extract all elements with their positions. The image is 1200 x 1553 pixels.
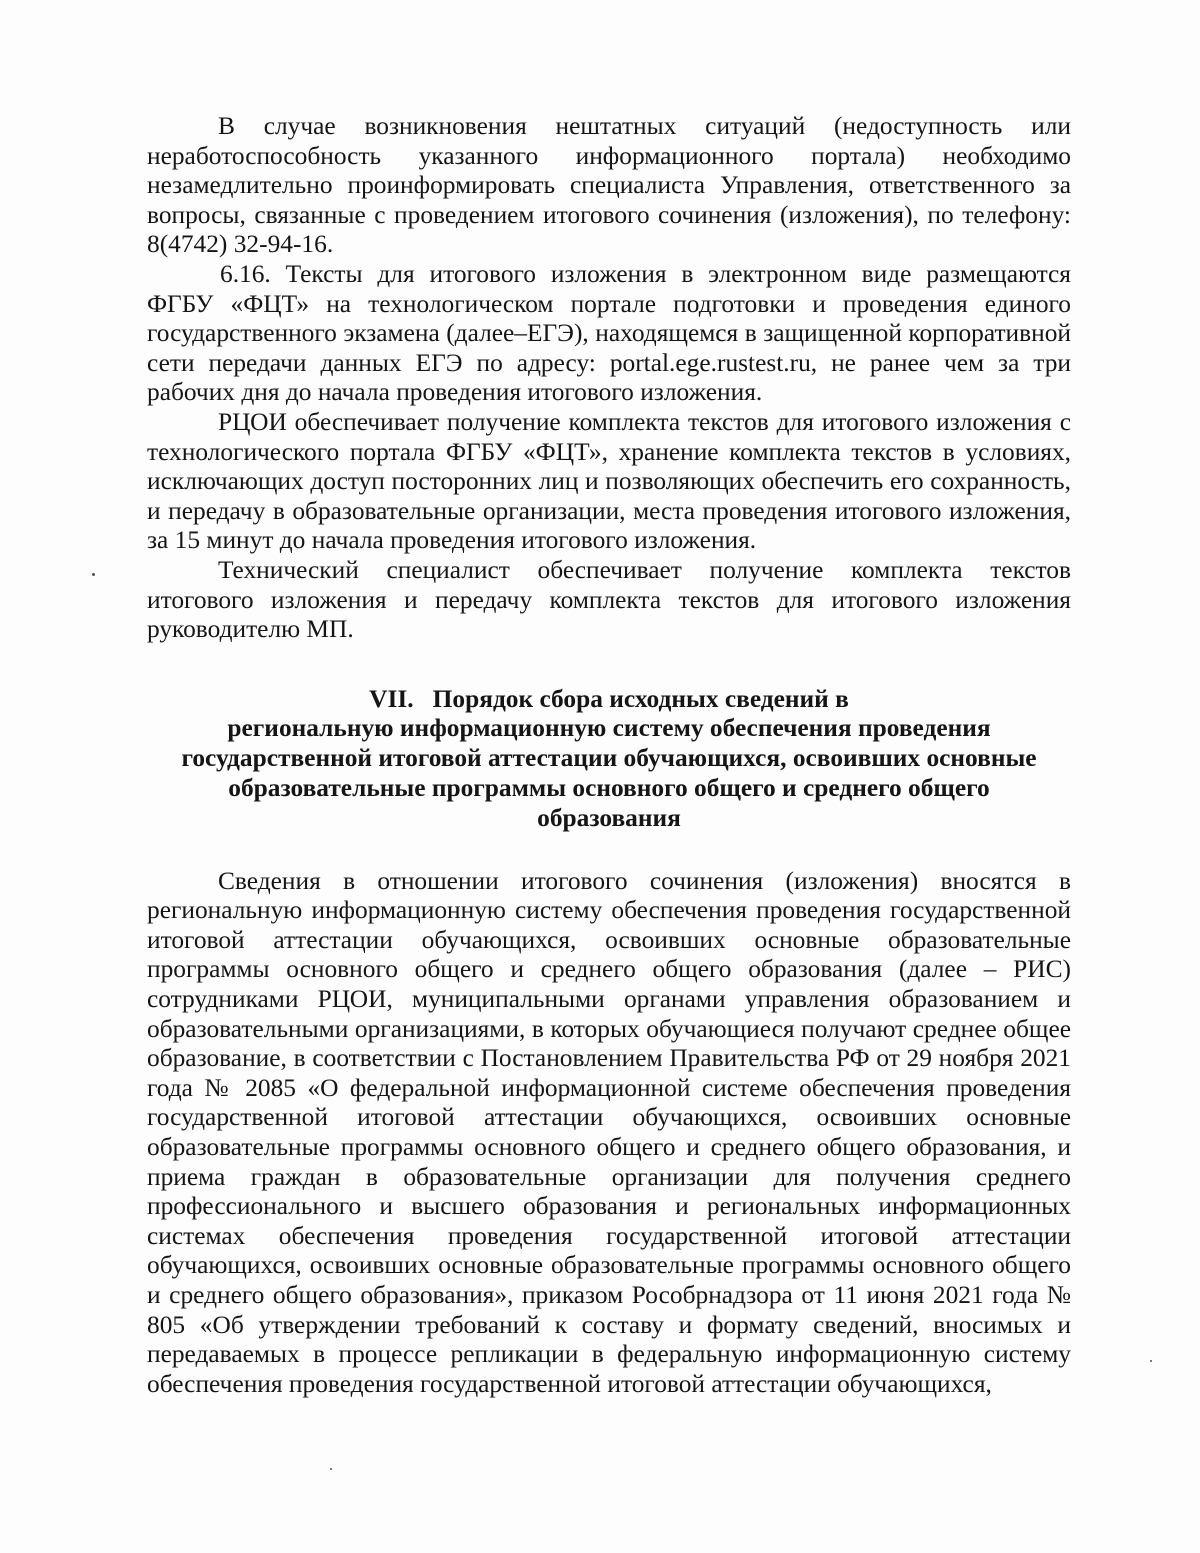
section-heading-vii	[147, 685, 1071, 834]
paragraph-6-16-texts: 6.16. Тексты для итогового изложения в электронном виде размещаются ФГБУ «ФЦТ» на технологическом портале подготовки и проведения единого государственного экзамена (далее–ЕГЭ), находящемся в защищенной корпоративной сети передачи данных ЕГЭ по адресу: portal.ege.rustest.ru, не ранее чем за три рабочих дня до начала проведения итогового изложения.	[147, 259, 1071, 407]
section-heading-line: государственной итоговой аттестации обучающихся, освоивших основные	[181, 744, 1037, 773]
section-heading-line: образовательные программы основного общего и среднего общего	[228, 774, 990, 803]
paragraph-rcoi-duties: РЦОИ обеспечивает получение комплекта текстов для итогового изложения с технологического портала ФГБУ «ФЦТ», хранение комплекта текстов в условиях, исключающих доступ посторонних лиц и позволяющих обеспечить его сохранность, и передачу в образовательные организации, места проведения итогового изложения, за 15 минут до начала проведения итогового изложения.	[147, 407, 1071, 555]
spacer	[147, 834, 1071, 867]
section-heading-line: VII. Порядок сбора исходных сведений в	[369, 684, 849, 713]
paragraph-technical-specialist: Технический специалист обеспечивает получение комплекта текстов итогового изложения и передачу комплекта текстов для итогового изложения руководителю МП.	[147, 555, 1071, 644]
scan-speck	[330, 1468, 332, 1470]
section-heading-line: региональную информационную систему обеспечения проведения	[227, 714, 991, 743]
scan-speck	[92, 573, 95, 576]
paragraph-ris-information: Сведения в отношении итогового сочинения (изложения) вносятся в региональную информационную систему обеспечения проведения государственной итоговой аттестации обучающихся, освоивших основные образовательные программы основного общего и среднего общего образования (далее – РИС) сотрудниками РЦОИ, муниципальными органами управления образованием и образовательными организациями, в которых обучающиеся получают среднее общее образование, в соответствии с Постановлением Правительства РФ от 29 ноября 2021 года № 2085 «О федеральной информационной системе обеспечения проведения государственной итоговой аттестации обучающихся, освоивших основные образовательные программы основного общего и среднего общего образования, и приема граждан в образовательные организации для получения среднего профессионального и высшего образования и региональных информационных системах обеспечения проведения государственной итоговой аттестации обучающихся, освоивших основные образовательные программы основного общего и среднего общего образования», приказом Рособрнадзора от 11 июня 2021 года № 805 «Об утверждении требований к составу и формату сведений, вносимых и передаваемых в процессе репликации в федеральную информационную систему обеспечения проведения государственной итоговой аттестации обучающихся,	[147, 866, 1071, 1398]
document-body	[147, 112, 1071, 1399]
scan-speck	[1150, 1360, 1152, 1362]
section-heading-line: образования	[537, 803, 681, 832]
paragraph-emergency-contact: В случае возникновения нештатных ситуаций (недоступность или неработоспособность указанного информационного портала) необходимо незамедлительно проинформировать специалиста Управления, ответственного за вопросы, связанные с проведением итогового сочинения (изложения), по телефону: 8(4742) 32-94-16.	[147, 112, 1071, 259]
